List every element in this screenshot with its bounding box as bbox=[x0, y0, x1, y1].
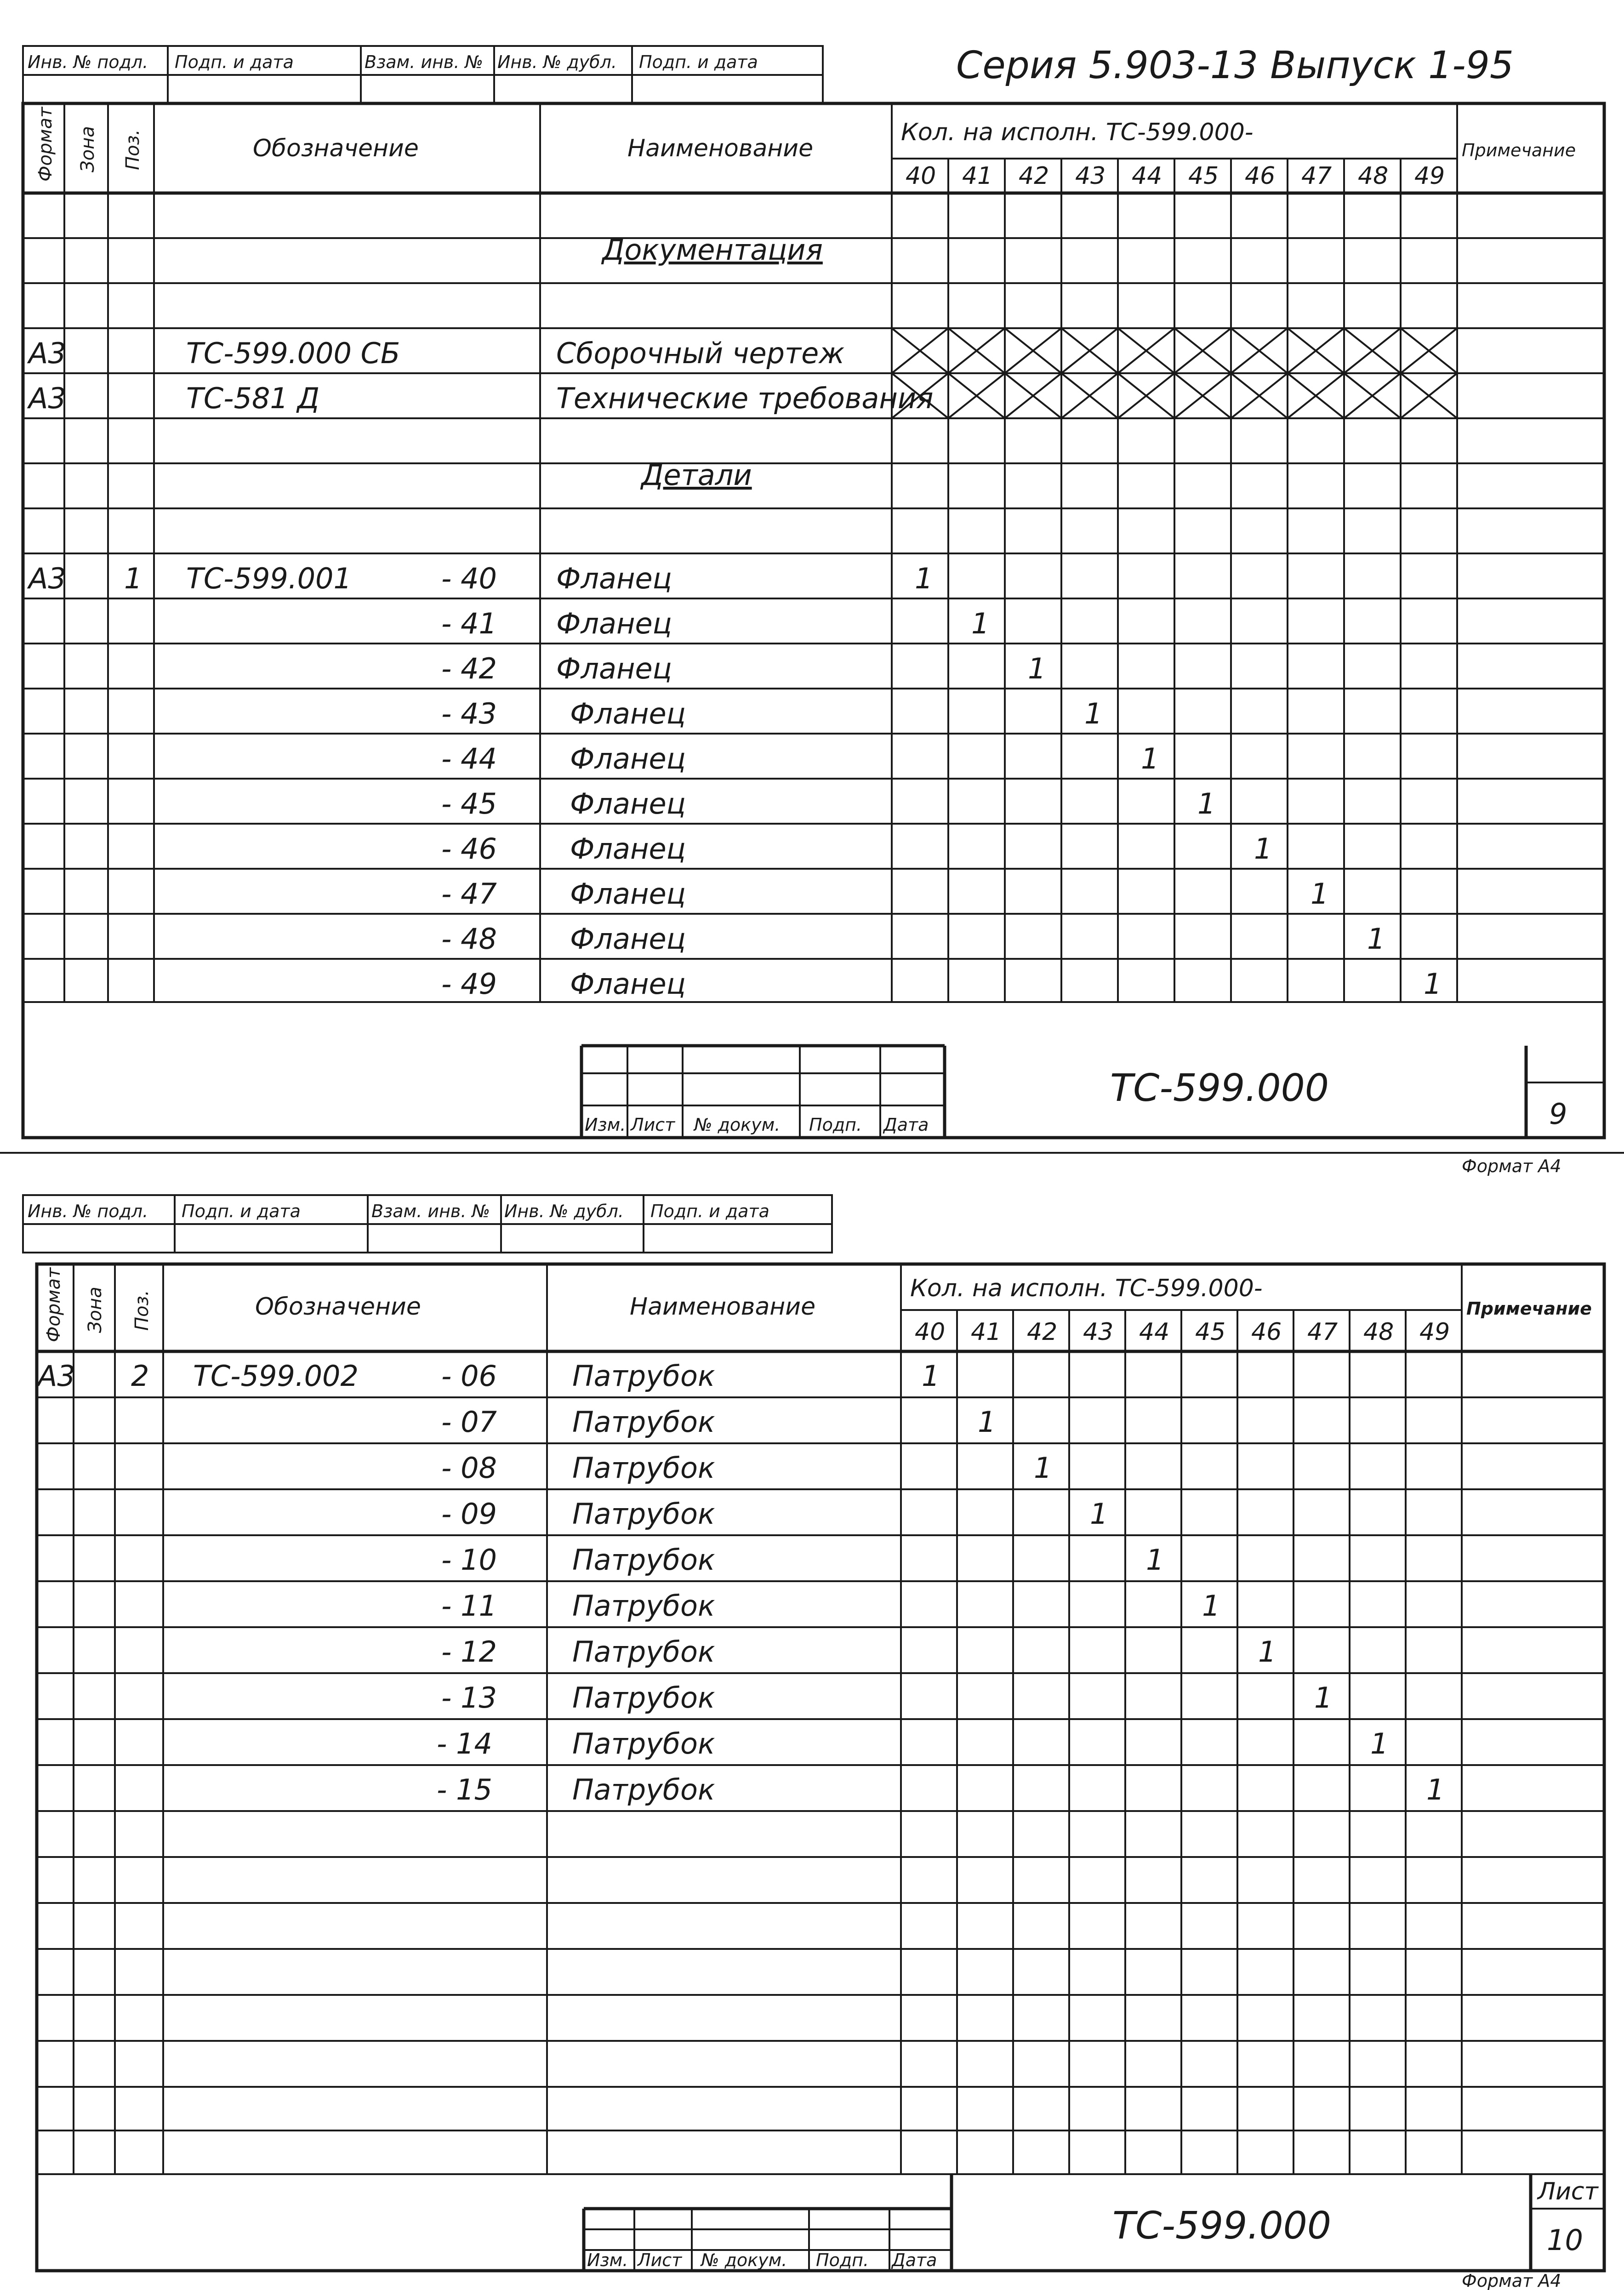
qty-cell: 1 bbox=[1028, 652, 1046, 685]
qty-cell: 1 bbox=[1197, 787, 1216, 820]
title-label: Подп. bbox=[809, 1115, 862, 1135]
name-cell: Фланец bbox=[570, 787, 686, 820]
section-title-documentation: Документация bbox=[602, 233, 823, 267]
header-note: Примечание bbox=[1462, 140, 1576, 160]
title-block bbox=[584, 2174, 1604, 2271]
qty-cell: 1 bbox=[978, 1405, 996, 1439]
suffix-cell: - 12 bbox=[441, 1635, 497, 1669]
stamp-label: Подп. и дата bbox=[650, 1201, 769, 1221]
item-row bbox=[441, 742, 1159, 775]
name-cell: Сборочный чертеж bbox=[556, 336, 845, 370]
title-label: Дата bbox=[892, 2250, 937, 2270]
item-row bbox=[441, 607, 989, 640]
name-cell: Фланец bbox=[570, 742, 686, 775]
name-cell: Фланец bbox=[556, 652, 672, 685]
stamp-label: Подп. и дата bbox=[175, 52, 294, 72]
header-format: Формат bbox=[35, 107, 56, 182]
variant-label: 45 bbox=[1188, 162, 1219, 190]
page-number: 9 bbox=[1549, 1097, 1567, 1131]
suffix-cell: - 10 bbox=[441, 1543, 497, 1577]
variant-label: 44 bbox=[1132, 162, 1162, 190]
title-label: Изм. bbox=[587, 2250, 628, 2270]
suffix-cell: - 13 bbox=[441, 1681, 497, 1715]
suffix-cell: - 45 bbox=[441, 787, 497, 820]
stamp-box bbox=[23, 46, 823, 103]
stamp-label: Взам. инв. № bbox=[365, 52, 484, 72]
designation-cell: ТС-599.000 СБ bbox=[186, 336, 400, 370]
name-cell: Фланец bbox=[570, 922, 686, 956]
format-cell: А3 bbox=[38, 1359, 75, 1393]
suffix-cell: - 46 bbox=[441, 832, 497, 866]
header-name: Наименование bbox=[627, 135, 814, 162]
suffix-cell: - 47 bbox=[441, 877, 497, 911]
title-label: Дата bbox=[883, 1115, 929, 1135]
variant-label: 49 bbox=[1414, 162, 1445, 190]
header-zone: Зона bbox=[77, 126, 98, 172]
variant-label: 40 bbox=[906, 162, 936, 190]
title-label: Подп. bbox=[816, 2250, 869, 2270]
variant-label: 41 bbox=[971, 1318, 1002, 1346]
format-cell: А3 bbox=[28, 336, 66, 370]
name-cell: Фланец bbox=[570, 877, 686, 911]
name-cell: Патрубок bbox=[572, 1543, 715, 1577]
doc-number: ТС-599.000 bbox=[1110, 1066, 1329, 1110]
suffix-cell: - 40 bbox=[441, 562, 497, 595]
header-qty: Кол. на исполн. ТС-599.000- bbox=[910, 1275, 1263, 1302]
name-cell: Патрубок bbox=[572, 1405, 715, 1439]
format-label: Формат А4 bbox=[1462, 1156, 1561, 1176]
item-row bbox=[441, 1543, 1164, 1577]
item-row bbox=[441, 967, 1442, 1001]
suffix-cell: - 08 bbox=[441, 1451, 497, 1485]
qty-cell: 1 bbox=[1367, 922, 1385, 956]
variant-label: 42 bbox=[1019, 162, 1049, 190]
name-cell: Фланец bbox=[570, 697, 686, 730]
suffix-cell: - 11 bbox=[441, 1589, 497, 1623]
series-title: Серия 5.903-13 Выпуск 1-95 bbox=[956, 44, 1514, 87]
designation-cell: ТС-599.001 bbox=[186, 562, 352, 595]
qty-cell: 1 bbox=[1034, 1451, 1052, 1485]
variant-label: 42 bbox=[1027, 1318, 1058, 1346]
name-cell: Патрубок bbox=[572, 1359, 715, 1393]
header-qty: Кол. на исполн. ТС-599.000- bbox=[901, 119, 1254, 146]
item-row bbox=[441, 1405, 996, 1439]
section-title-parts: Детали bbox=[641, 458, 752, 492]
variant-label: 43 bbox=[1075, 162, 1106, 190]
suffix-cell: - 15 bbox=[437, 1773, 492, 1806]
variant-label: 48 bbox=[1363, 1318, 1394, 1346]
stamp-box bbox=[23, 1195, 832, 1253]
name-cell: Патрубок bbox=[572, 1773, 715, 1806]
stamp-label: Инв. № дубл. bbox=[497, 52, 617, 72]
qty-cell: 1 bbox=[1202, 1589, 1220, 1623]
variant-headers bbox=[915, 1318, 1450, 1346]
item-row bbox=[36, 1359, 940, 1393]
doc-number: ТС-599.000 bbox=[1112, 2204, 1332, 2248]
stamp-label: Инв. № подл. bbox=[28, 1201, 148, 1221]
suffix-cell: - 06 bbox=[441, 1359, 497, 1393]
header-pos: Поз. bbox=[122, 129, 143, 170]
item-row bbox=[437, 1727, 1388, 1760]
item-row bbox=[441, 1451, 1052, 1485]
suffix-cell: - 43 bbox=[441, 697, 497, 730]
suffix-cell: - 42 bbox=[441, 652, 497, 685]
variant-label: 41 bbox=[962, 162, 993, 190]
format-label: Формат А4 bbox=[1462, 2271, 1561, 2290]
title-label: № докум. bbox=[694, 1115, 781, 1135]
qty-cell: 1 bbox=[1146, 1543, 1164, 1577]
qty-cell: 1 bbox=[922, 1359, 940, 1393]
variant-label: 40 bbox=[915, 1318, 946, 1346]
suffix-cell: - 41 bbox=[441, 607, 497, 640]
qty-cell: 1 bbox=[1090, 1497, 1108, 1531]
title-label: Лист bbox=[638, 2250, 682, 2270]
qty-cell: 1 bbox=[1370, 1727, 1389, 1760]
name-cell: Патрубок bbox=[572, 1589, 715, 1623]
qty-cell: 1 bbox=[1258, 1635, 1276, 1669]
header-note: Примечание bbox=[1466, 1299, 1592, 1319]
header-format: Формат bbox=[43, 1267, 64, 1342]
item-row bbox=[441, 877, 1328, 911]
item-row bbox=[27, 562, 933, 595]
item-row bbox=[441, 1635, 1276, 1669]
suffix-cell: - 09 bbox=[441, 1497, 497, 1531]
sheet-drawing bbox=[0, 1177, 1624, 2290]
qty-cell: 1 bbox=[1311, 877, 1329, 911]
sheet-label: Лист bbox=[1538, 2178, 1598, 2205]
format-cell: А3 bbox=[28, 382, 66, 415]
item-row bbox=[441, 832, 1272, 866]
variant-label: 49 bbox=[1419, 1318, 1450, 1346]
item-row bbox=[441, 652, 1046, 685]
spec-sheet-10 bbox=[0, 1177, 1624, 2290]
name-cell: Фланец bbox=[556, 562, 672, 595]
title-label: № докум. bbox=[701, 2250, 787, 2270]
title-label: Лист bbox=[631, 1115, 675, 1135]
variant-label: 43 bbox=[1083, 1318, 1114, 1346]
designation-cell: ТС-581 Д bbox=[186, 382, 320, 415]
suffix-cell: - 48 bbox=[441, 922, 497, 956]
suffix-cell: - 44 bbox=[441, 742, 497, 775]
stamp-label: Подп. и дата bbox=[182, 1201, 301, 1221]
doc-row bbox=[27, 336, 844, 370]
qty-cell: 1 bbox=[1254, 832, 1272, 866]
header-zone: Зона bbox=[85, 1287, 106, 1333]
qty-cell: 1 bbox=[1314, 1681, 1333, 1715]
name-cell: Фланец bbox=[570, 967, 686, 1001]
title-block bbox=[581, 1046, 1604, 1138]
stamp-label: Взам. инв. № bbox=[371, 1201, 490, 1221]
qty-cell: 1 bbox=[1426, 1773, 1445, 1806]
variant-label: 46 bbox=[1245, 162, 1276, 190]
qty-cell: 1 bbox=[1424, 967, 1442, 1001]
page-number: 10 bbox=[1547, 2223, 1583, 2257]
pos-cell: 1 bbox=[124, 562, 142, 595]
qty-cell: 1 bbox=[915, 562, 933, 595]
name-cell: Патрубок bbox=[572, 1497, 715, 1531]
name-cell: Фланец bbox=[556, 607, 672, 640]
item-row bbox=[441, 1681, 1332, 1715]
name-cell: Патрубок bbox=[572, 1727, 715, 1760]
doc-row bbox=[27, 382, 933, 415]
qty-cell: 1 bbox=[971, 607, 990, 640]
title-label: Изм. bbox=[585, 1115, 626, 1135]
header-designation: Обозначение bbox=[253, 135, 419, 162]
item-row bbox=[441, 787, 1215, 820]
item-row bbox=[441, 922, 1385, 956]
pos-cell: 2 bbox=[131, 1359, 149, 1393]
variant-label: 47 bbox=[1307, 1318, 1338, 1346]
stamp-label: Подп. и дата bbox=[639, 52, 758, 72]
name-cell: Патрубок bbox=[572, 1635, 715, 1669]
suffix-cell: - 07 bbox=[441, 1405, 497, 1439]
name-cell: Фланец bbox=[570, 832, 686, 866]
qty-cell: 1 bbox=[1141, 742, 1159, 775]
variant-label: 44 bbox=[1139, 1318, 1170, 1346]
item-row bbox=[441, 1589, 1220, 1623]
name-cell: Патрубок bbox=[572, 1681, 715, 1715]
stamp-label: Инв. № дубл. bbox=[504, 1201, 624, 1221]
header-name: Наименование bbox=[630, 1293, 816, 1321]
name-cell: Технические требования bbox=[556, 382, 934, 415]
header-designation: Обозначение bbox=[255, 1293, 421, 1321]
suffix-cell: - 49 bbox=[441, 967, 497, 1001]
designation-cell: ТС-599.002 bbox=[193, 1359, 359, 1393]
row-lines bbox=[37, 1397, 1604, 2130]
qty-cell: 1 bbox=[1084, 697, 1103, 730]
variant-label: 45 bbox=[1195, 1318, 1226, 1346]
variant-label: 47 bbox=[1301, 162, 1332, 190]
item-row bbox=[441, 1497, 1108, 1531]
stamp-label: Инв. № подл. bbox=[28, 52, 148, 72]
name-cell: Патрубок bbox=[572, 1451, 715, 1485]
variant-label: 48 bbox=[1358, 162, 1389, 190]
variant-label: 46 bbox=[1251, 1318, 1282, 1346]
format-cell: А3 bbox=[28, 562, 66, 595]
suffix-cell: - 14 bbox=[437, 1727, 492, 1760]
header-pos: Поз. bbox=[131, 1290, 153, 1331]
